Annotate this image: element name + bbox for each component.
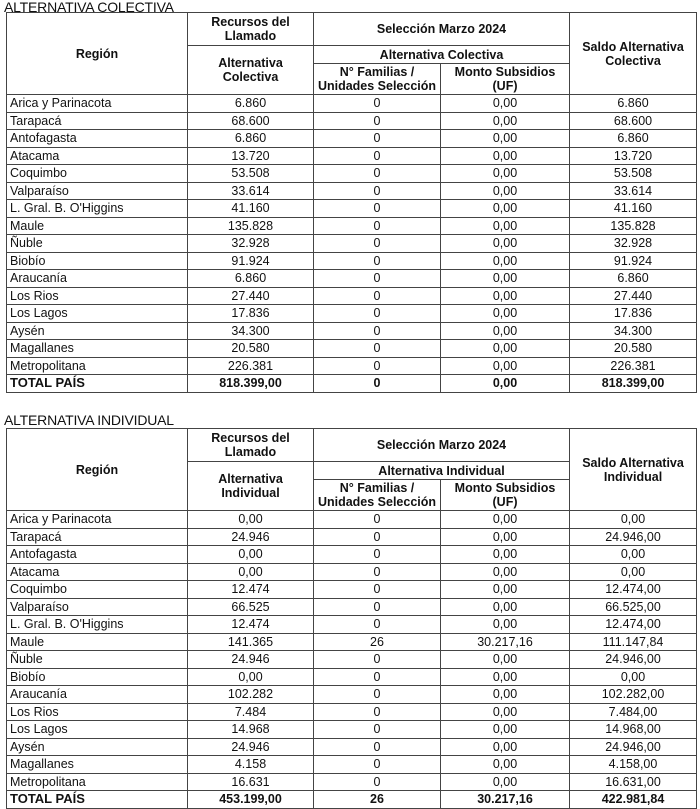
cell-monto: 0,00 — [441, 616, 570, 634]
cell-familias: 0 — [314, 165, 441, 183]
cell-saldo: 102.282,00 — [570, 686, 697, 704]
cell-saldo: 6.860 — [570, 130, 697, 148]
cell-recursos: 32.928 — [188, 235, 314, 253]
table-row — [7, 773, 697, 791]
table-row — [7, 721, 697, 739]
table-row — [7, 270, 697, 288]
cell-familias: 26 — [314, 791, 441, 809]
cell-region: Los Lagos — [7, 721, 188, 739]
cell-monto: 0,00 — [441, 773, 570, 791]
cell-region: Aysén — [7, 322, 188, 340]
cell-region: Atacama — [7, 563, 188, 581]
cell-recursos: 0,00 — [188, 668, 314, 686]
cell-recursos: 7.484 — [188, 703, 314, 721]
cell-monto: 0,00 — [441, 200, 570, 218]
cell-recursos: 53.508 — [188, 165, 314, 183]
cell-familias: 0 — [314, 773, 441, 791]
cell-familias: 0 — [314, 721, 441, 739]
cell-recursos: 12.474 — [188, 581, 314, 599]
cell-recursos: 818.399,00 — [188, 375, 314, 393]
cell-saldo: 818.399,00 — [570, 375, 697, 393]
table-row — [7, 287, 697, 305]
header-seleccion-sub: Alternativa Colectiva — [314, 46, 570, 64]
cell-region: Araucanía — [7, 270, 188, 288]
cell-monto: 0,00 — [441, 721, 570, 739]
total-row — [7, 791, 697, 809]
cell-monto: 0,00 — [441, 651, 570, 669]
cell-saldo: 53.508 — [570, 165, 697, 183]
cell-recursos: 24.946 — [188, 528, 314, 546]
cell-recursos: 41.160 — [188, 200, 314, 218]
cell-region: Tarapacá — [7, 528, 188, 546]
header-saldo: Saldo Alternativa Individual — [570, 429, 697, 511]
cell-recursos: 24.946 — [188, 651, 314, 669]
cell-familias: 0 — [314, 147, 441, 165]
cell-familias: 0 — [314, 112, 441, 130]
cell-monto: 0,00 — [441, 217, 570, 235]
cell-monto: 0,00 — [441, 756, 570, 774]
cell-familias: 0 — [314, 340, 441, 358]
cell-monto: 0,00 — [441, 686, 570, 704]
cell-monto: 0,00 — [441, 357, 570, 375]
table-row — [7, 598, 697, 616]
table-row — [7, 340, 697, 358]
cell-familias: 0 — [314, 756, 441, 774]
cell-saldo: 7.484,00 — [570, 703, 697, 721]
table-row — [7, 235, 697, 253]
cell-saldo: 24.946,00 — [570, 528, 697, 546]
cell-saldo: 0,00 — [570, 546, 697, 564]
cell-familias: 0 — [314, 95, 441, 113]
table-row — [7, 563, 697, 581]
table-row — [7, 756, 697, 774]
cell-monto: 0,00 — [441, 182, 570, 200]
cell-region: Biobío — [7, 668, 188, 686]
cell-region: Ñuble — [7, 235, 188, 253]
cell-region: TOTAL PAÍS — [7, 791, 188, 809]
cell-familias: 0 — [314, 546, 441, 564]
table-row — [7, 252, 697, 270]
cell-monto: 0,00 — [441, 511, 570, 529]
cell-monto: 0,00 — [441, 528, 570, 546]
table-row — [7, 668, 697, 686]
section-title: ALTERNATIVA COLECTIVA — [4, 0, 174, 15]
cell-familias: 0 — [314, 703, 441, 721]
header-familias: N° Familias / Unidades Selección — [314, 64, 441, 95]
cell-saldo: 13.720 — [570, 147, 697, 165]
cell-familias: 0 — [314, 252, 441, 270]
cell-familias: 0 — [314, 235, 441, 253]
cell-recursos: 6.860 — [188, 95, 314, 113]
cell-region: Atacama — [7, 147, 188, 165]
cell-region: Metropolitana — [7, 773, 188, 791]
table-row — [7, 633, 697, 651]
header-recursos-sub: Alternativa Individual — [188, 462, 314, 511]
cell-monto: 0,00 — [441, 322, 570, 340]
cell-familias: 0 — [314, 305, 441, 323]
cell-saldo: 6.860 — [570, 270, 697, 288]
cell-region: Metropolitana — [7, 357, 188, 375]
header-monto: Monto Subsidios (UF) — [441, 480, 570, 511]
cell-region: TOTAL PAÍS — [7, 375, 188, 393]
cell-monto: 0,00 — [441, 563, 570, 581]
cell-region: Ñuble — [7, 651, 188, 669]
cell-familias: 0 — [314, 563, 441, 581]
cell-recursos: 0,00 — [188, 511, 314, 529]
cell-recursos: 68.600 — [188, 112, 314, 130]
cell-region: Araucanía — [7, 686, 188, 704]
cell-region: Biobío — [7, 252, 188, 270]
header-region: Región — [7, 429, 188, 511]
cell-saldo: 0,00 — [570, 511, 697, 529]
table-row — [7, 322, 697, 340]
cell-saldo: 0,00 — [570, 668, 697, 686]
cell-saldo: 27.440 — [570, 287, 697, 305]
cell-saldo: 34.300 — [570, 322, 697, 340]
cell-familias: 26 — [314, 633, 441, 651]
cell-region: Magallanes — [7, 340, 188, 358]
table-row — [7, 357, 697, 375]
cell-familias: 0 — [314, 598, 441, 616]
cell-familias: 0 — [314, 287, 441, 305]
table-row — [7, 686, 697, 704]
cell-monto: 30.217,16 — [441, 791, 570, 809]
cell-saldo: 20.580 — [570, 340, 697, 358]
cell-region: Los Rios — [7, 287, 188, 305]
cell-monto: 0,00 — [441, 703, 570, 721]
cell-monto: 0,00 — [441, 375, 570, 393]
cell-region: Valparaíso — [7, 182, 188, 200]
table-row — [7, 147, 697, 165]
header-recursos-group: Recursos del Llamado — [188, 13, 314, 46]
header-recursos-group: Recursos del Llamado — [188, 429, 314, 462]
cell-monto: 0,00 — [441, 738, 570, 756]
cell-familias: 0 — [314, 528, 441, 546]
cell-saldo: 17.836 — [570, 305, 697, 323]
table-row — [7, 165, 697, 183]
cell-monto: 0,00 — [441, 95, 570, 113]
cell-recursos: 102.282 — [188, 686, 314, 704]
total-row — [7, 375, 697, 393]
cell-saldo: 135.828 — [570, 217, 697, 235]
table-row — [7, 546, 697, 564]
cell-recursos: 33.614 — [188, 182, 314, 200]
table-row — [7, 703, 697, 721]
cell-familias: 0 — [314, 738, 441, 756]
table-row — [7, 112, 697, 130]
cell-familias: 0 — [314, 182, 441, 200]
cell-region: L. Gral. B. O'Higgins — [7, 616, 188, 634]
cell-familias: 0 — [314, 200, 441, 218]
cell-recursos: 226.381 — [188, 357, 314, 375]
cell-familias: 0 — [314, 322, 441, 340]
cell-familias: 0 — [314, 357, 441, 375]
cell-saldo: 91.924 — [570, 252, 697, 270]
header-seleccion-group: Selección Marzo 2024 — [314, 13, 570, 46]
cell-recursos: 0,00 — [188, 563, 314, 581]
cell-monto: 0,00 — [441, 147, 570, 165]
table-row — [7, 95, 697, 113]
cell-region: Magallanes — [7, 756, 188, 774]
cell-region: Coquimbo — [7, 581, 188, 599]
cell-saldo: 226.381 — [570, 357, 697, 375]
cell-saldo: 111.147,84 — [570, 633, 697, 651]
cell-monto: 0,00 — [441, 668, 570, 686]
cell-region: Maule — [7, 633, 188, 651]
cell-saldo: 41.160 — [570, 200, 697, 218]
cell-familias: 0 — [314, 686, 441, 704]
cell-recursos: 17.836 — [188, 305, 314, 323]
cell-monto: 0,00 — [441, 112, 570, 130]
cell-monto: 0,00 — [441, 287, 570, 305]
cell-recursos: 4.158 — [188, 756, 314, 774]
header-familias: N° Familias / Unidades Selección — [314, 480, 441, 511]
cell-saldo: 33.614 — [570, 182, 697, 200]
header-recursos-sub: Alternativa Colectiva — [188, 46, 314, 95]
table-body — [7, 511, 697, 809]
cell-familias: 0 — [314, 668, 441, 686]
table-row — [7, 200, 697, 218]
cell-region: L. Gral. B. O'Higgins — [7, 200, 188, 218]
cell-saldo: 16.631,00 — [570, 773, 697, 791]
cell-region: Maule — [7, 217, 188, 235]
cell-monto: 0,00 — [441, 546, 570, 564]
table-body — [7, 95, 697, 393]
cell-familias: 0 — [314, 270, 441, 288]
cell-saldo: 14.968,00 — [570, 721, 697, 739]
cell-region: Arica y Parinacota — [7, 511, 188, 529]
table-row — [7, 182, 697, 200]
cell-region: Antofagasta — [7, 546, 188, 564]
cell-region: Los Rios — [7, 703, 188, 721]
table-row — [7, 738, 697, 756]
cell-monto: 0,00 — [441, 252, 570, 270]
section-title: ALTERNATIVA INDIVIDUAL — [4, 412, 174, 428]
cell-recursos: 20.580 — [188, 340, 314, 358]
cell-monto: 0,00 — [441, 598, 570, 616]
cell-familias: 0 — [314, 511, 441, 529]
cell-monto: 0,00 — [441, 235, 570, 253]
cell-saldo: 66.525,00 — [570, 598, 697, 616]
cell-region: Tarapacá — [7, 112, 188, 130]
cell-familias: 0 — [314, 581, 441, 599]
cell-recursos: 66.525 — [188, 598, 314, 616]
header-seleccion-group: Selección Marzo 2024 — [314, 429, 570, 462]
cell-recursos: 24.946 — [188, 738, 314, 756]
cell-monto: 30.217,16 — [441, 633, 570, 651]
cell-recursos: 0,00 — [188, 546, 314, 564]
cell-saldo: 12.474,00 — [570, 581, 697, 599]
table-row — [7, 616, 697, 634]
cell-saldo: 422.981,84 — [570, 791, 697, 809]
table-row — [7, 305, 697, 323]
cell-recursos: 6.860 — [188, 270, 314, 288]
cell-recursos: 141.365 — [188, 633, 314, 651]
cell-saldo: 24.946,00 — [570, 651, 697, 669]
cell-saldo: 0,00 — [570, 563, 697, 581]
cell-monto: 0,00 — [441, 165, 570, 183]
header-seleccion-sub: Alternativa Individual — [314, 462, 570, 480]
cell-recursos: 6.860 — [188, 130, 314, 148]
table-row — [7, 217, 697, 235]
cell-saldo: 24.946,00 — [570, 738, 697, 756]
cell-region: Los Lagos — [7, 305, 188, 323]
cell-recursos: 16.631 — [188, 773, 314, 791]
cell-monto: 0,00 — [441, 340, 570, 358]
cell-recursos: 91.924 — [188, 252, 314, 270]
table-row — [7, 130, 697, 148]
table-row — [7, 651, 697, 669]
cell-saldo: 68.600 — [570, 112, 697, 130]
header-region: Región — [7, 13, 188, 95]
cell-recursos: 27.440 — [188, 287, 314, 305]
cell-monto: 0,00 — [441, 305, 570, 323]
table-row — [7, 511, 697, 529]
cell-region: Antofagasta — [7, 130, 188, 148]
cell-recursos: 14.968 — [188, 721, 314, 739]
table-row — [7, 581, 697, 599]
cell-saldo: 4.158,00 — [570, 756, 697, 774]
cell-saldo: 6.860 — [570, 95, 697, 113]
cell-familias: 0 — [314, 375, 441, 393]
cell-familias: 0 — [314, 616, 441, 634]
cell-region: Valparaíso — [7, 598, 188, 616]
cell-saldo: 12.474,00 — [570, 616, 697, 634]
cell-region: Arica y Parinacota — [7, 95, 188, 113]
cell-recursos: 135.828 — [188, 217, 314, 235]
cell-recursos: 12.474 — [188, 616, 314, 634]
cell-saldo: 32.928 — [570, 235, 697, 253]
table-alternativa-individual — [6, 428, 697, 809]
cell-recursos: 453.199,00 — [188, 791, 314, 809]
table-alternativa-colectiva — [6, 12, 697, 393]
cell-familias: 0 — [314, 130, 441, 148]
cell-recursos: 13.720 — [188, 147, 314, 165]
cell-monto: 0,00 — [441, 270, 570, 288]
cell-monto: 0,00 — [441, 130, 570, 148]
cell-recursos: 34.300 — [188, 322, 314, 340]
table-row — [7, 528, 697, 546]
cell-monto: 0,00 — [441, 581, 570, 599]
header-saldo: Saldo Alternativa Colectiva — [570, 13, 697, 95]
header-monto: Monto Subsidios (UF) — [441, 64, 570, 95]
cell-region: Aysén — [7, 738, 188, 756]
cell-region: Coquimbo — [7, 165, 188, 183]
cell-familias: 0 — [314, 651, 441, 669]
cell-familias: 0 — [314, 217, 441, 235]
